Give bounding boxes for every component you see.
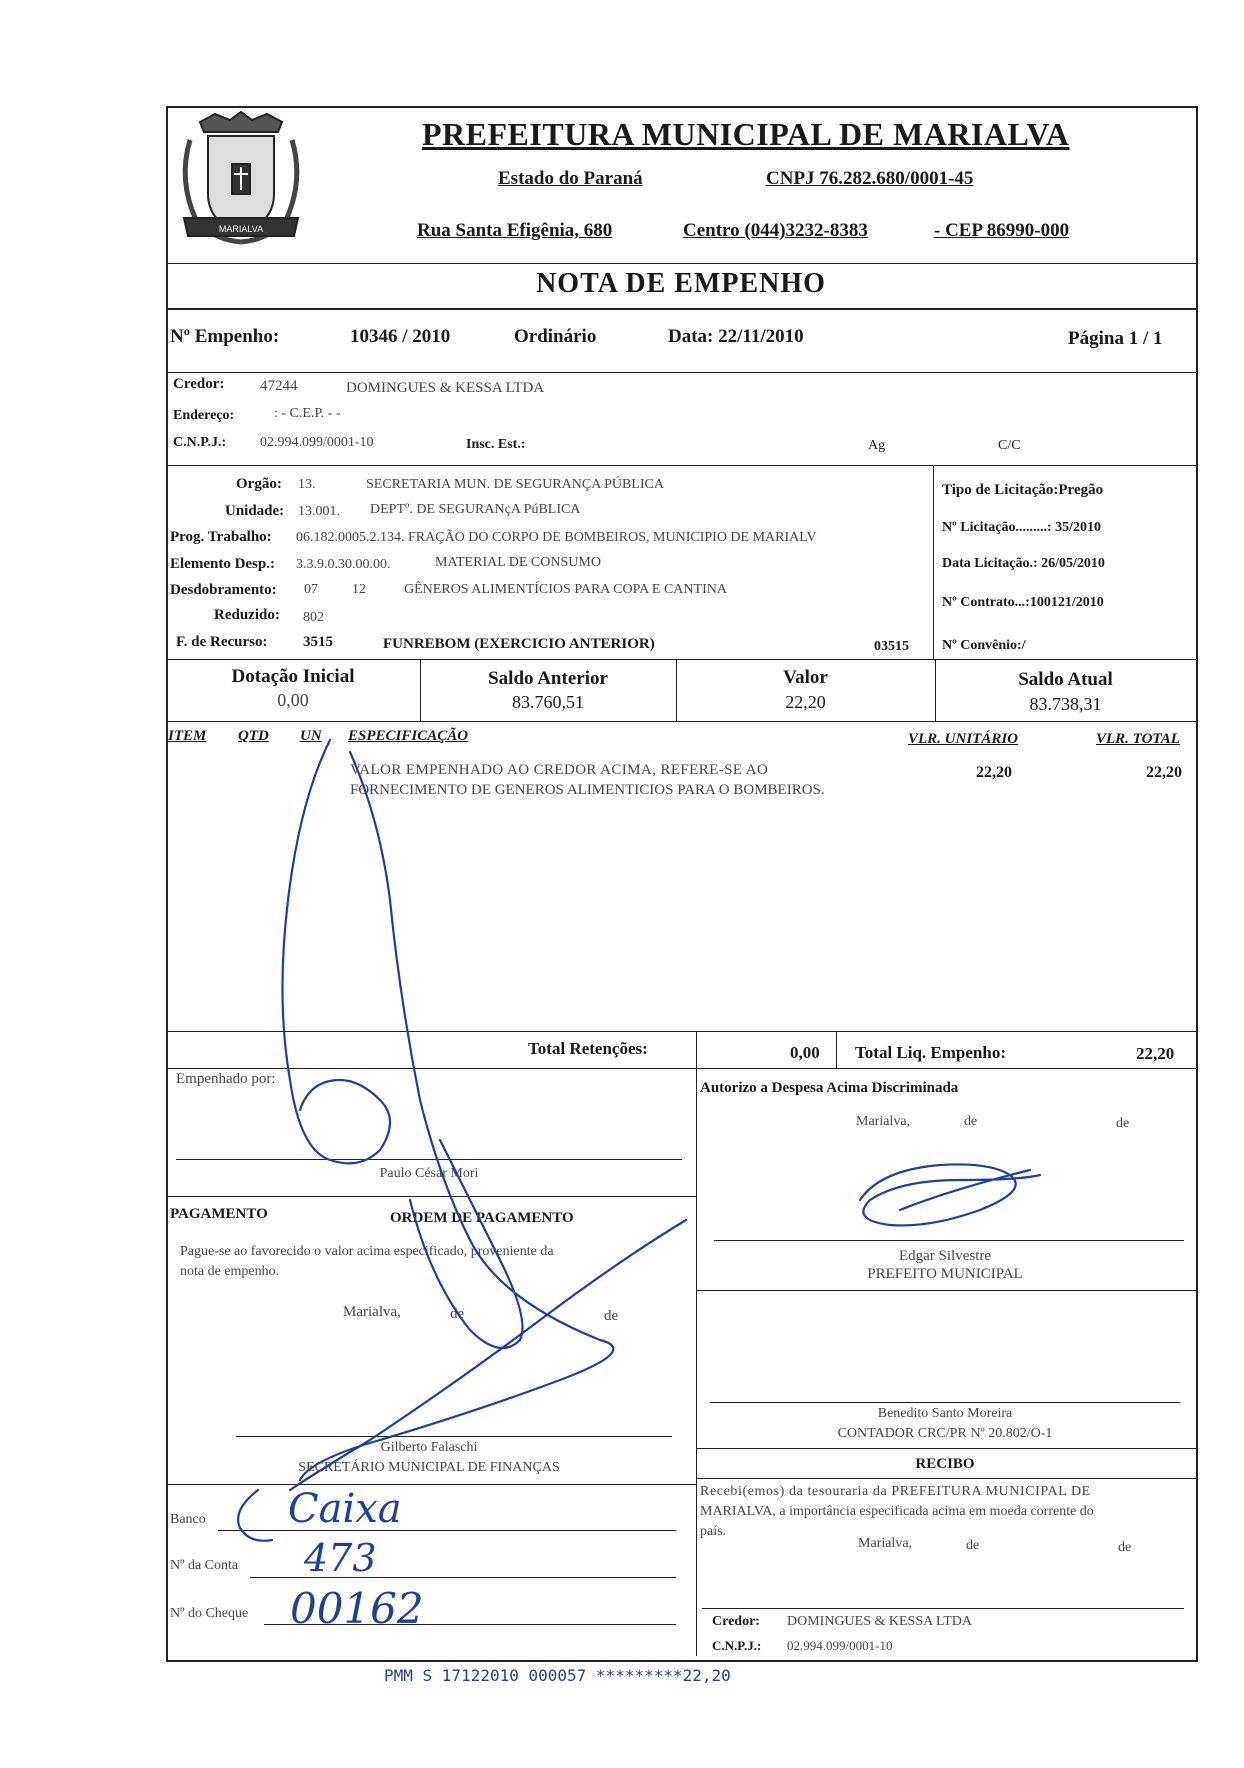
total-liq-value: 22,20 xyxy=(1136,1044,1175,1063)
divider xyxy=(696,1031,697,1656)
header-street: Rua Santa Efigênia, 680 xyxy=(417,220,613,241)
contador-title: CONTADOR CRC/PR Nº 20.802/O-1 xyxy=(837,1426,1053,1441)
total-liq-label: Total Liq. Empenho: xyxy=(855,1043,1006,1062)
page-number: Página 1 / 1 xyxy=(1068,328,1163,349)
header-cnpj: CNPJ 76.282.680/0001-45 xyxy=(766,168,974,189)
desdobramento-code1: 07 xyxy=(304,582,318,597)
header-cep: - CEP 86990-000 xyxy=(934,220,1070,241)
prog-trabalho-value: 06.182.0005.2.134. FRAÇÃO DO CORPO DE BOMBEIROS, MUNICIPIO DE MARIALV xyxy=(296,530,817,545)
col-vlr-total: VLR. TOTAL xyxy=(1096,731,1180,747)
recibo-de-2: de xyxy=(1118,1540,1132,1555)
orgao-code: 13. xyxy=(298,477,316,492)
header-title: PREFEITURA MUNICIPAL DE MARIALVA xyxy=(422,116,1070,152)
empenhado-por-name: Paulo César Mori xyxy=(379,1166,479,1181)
ag-label: Ag xyxy=(868,438,886,453)
col-un: UN xyxy=(300,728,322,744)
ordem-de-2: de xyxy=(604,1308,619,1324)
divider xyxy=(696,1448,1196,1449)
unidade-code: 13.001. xyxy=(298,504,340,519)
secretario-title: SECRETÁRIO MUNICIPAL DE FINANÇAS xyxy=(298,1460,560,1475)
reduzido-label: Reduzido: xyxy=(214,607,280,623)
saldo-anterior-label: Saldo Anterior xyxy=(488,668,608,689)
recurso-code2: 03515 xyxy=(874,639,909,654)
ordem-text-line2: nota de empenho. xyxy=(180,1264,280,1279)
saldo-anterior-value: 83.760,51 xyxy=(512,692,584,712)
item-description-line2: FORNECIMENTO DE GENEROS ALIMENTICIOS PARA O BOMBEIROS. xyxy=(350,782,825,798)
contador-name: Benedito Santo Moreira xyxy=(877,1406,1013,1421)
municipal-crest-icon xyxy=(170,110,312,256)
banco-handwritten: Caixa xyxy=(288,1486,402,1532)
item-unit-value: 22,20 xyxy=(976,764,1012,781)
autorizo-de-2: de xyxy=(1116,1116,1130,1131)
prog-trabalho-label: Prog. Trabalho: xyxy=(170,529,272,545)
col-qtd: QTD xyxy=(238,728,269,744)
desdobramento-label: Desdobramento: xyxy=(170,582,277,598)
orgao-label: Orgão: xyxy=(236,476,282,492)
dotacao-value: 0,00 xyxy=(277,690,309,710)
item-description-line1: VALOR EMPENHADO AO CREDOR ACIMA, REFERE-SE AO xyxy=(350,762,769,778)
divider xyxy=(166,372,1196,373)
divider xyxy=(166,308,1196,310)
empenho-date: Data: 22/11/2010 xyxy=(668,326,804,347)
empenhado-por-label: Empenhado por: xyxy=(176,1071,276,1087)
col-especificacao: ESPECIFICAÇÃO xyxy=(348,728,469,744)
empenho-label: Nº Empenho: xyxy=(170,326,280,347)
recibo-credor-name: DOMINGUES & KESSA LTDA xyxy=(787,1614,973,1629)
cheque-label: Nº do Cheque xyxy=(170,1606,249,1621)
ordem-de-1: de xyxy=(450,1306,465,1322)
divider xyxy=(696,1478,1196,1479)
cc-label: C/C xyxy=(998,438,1021,453)
tipo-licitacao: Tipo de Licitação:Pregão xyxy=(942,482,1104,498)
recibo-credor-label: Credor: xyxy=(712,1614,760,1629)
desdobramento-desc: GÊNEROS ALIMENTÍCIOS PARA COPA E CANTINA xyxy=(404,582,727,597)
elemento-code: 3.3.9.0.30.00.00. xyxy=(296,557,391,572)
divider xyxy=(166,1484,696,1485)
orgao-desc: SECRETARIA MUN. DE SEGURANÇA PÚBLICA xyxy=(366,477,664,492)
insc-est-label: Insc. Est.: xyxy=(466,437,526,452)
divider xyxy=(166,721,1196,722)
desdobramento-code2: 12 xyxy=(352,582,366,597)
recibo-text-line3: país. xyxy=(700,1524,727,1539)
signature-line xyxy=(710,1402,1180,1403)
divider xyxy=(166,1068,1196,1069)
document-title: NOTA DE EMPENHO xyxy=(536,268,826,299)
valor-label: Valor xyxy=(783,667,828,688)
elemento-desc: MATERIAL DE CONSUMO xyxy=(435,555,601,570)
banco-line xyxy=(218,1530,676,1531)
secretario-name: Gilberto Falaschi xyxy=(380,1440,478,1455)
total-retencoes-label: Total Retenções: xyxy=(528,1039,648,1058)
conta-handwritten: 473 xyxy=(304,1536,377,1580)
cnpj-label: C.N.P.J.: xyxy=(173,435,227,450)
recibo-text-line2: MARIALVA, a importância especificada acima em moeda corrente do xyxy=(700,1504,1094,1519)
numero-licitacao: Nº Licitação.........: 35/2010 xyxy=(942,520,1101,535)
divider xyxy=(166,659,1196,660)
footer-stamp: PMM S 17122010 000057 *********22,20 xyxy=(384,1666,731,1685)
empenho-type: Ordinário xyxy=(514,326,597,347)
ordem-text-line1: Pague-se ao favorecido o valor acima especificado, proveniente da xyxy=(180,1244,554,1259)
divider xyxy=(166,1196,696,1197)
elemento-label: Elemento Desp.: xyxy=(170,556,275,572)
credor-name: DOMINGUES & KESSA LTDA xyxy=(346,380,545,396)
credor-code: 47244 xyxy=(260,378,298,394)
recibo-place: Marialva, xyxy=(858,1536,913,1551)
header-state: Estado do Paraná xyxy=(498,168,643,189)
divider xyxy=(166,1031,1196,1032)
prefeito-name: Edgar Silvestre xyxy=(898,1248,992,1264)
saldo-atual-value: 83.738,31 xyxy=(1029,694,1102,714)
recibo-cnpj-label: C.N.P.J.: xyxy=(712,1638,762,1653)
recibo-de-1: de xyxy=(966,1538,980,1553)
valor-value: 22,20 xyxy=(785,692,826,712)
autorizo-text: Autorizo a Despesa Acima Discriminada xyxy=(700,1080,959,1096)
endereco-value: : - C.E.P. - - xyxy=(274,406,341,421)
conta-label: Nº da Conta xyxy=(170,1558,239,1573)
cheque-handwritten: 00162 xyxy=(290,1584,424,1633)
signature-line xyxy=(176,1159,682,1160)
signature-line xyxy=(702,1608,1184,1609)
prefeito-title: PREFEITO MUNICIPAL xyxy=(867,1266,1023,1282)
header-district-phone: Centro (044)3232-8383 xyxy=(683,220,868,241)
recibo-text-line1: Recebi(emos) da tesouraria da PREFEITURA MUNICIPAL DE xyxy=(700,1484,1091,1499)
dotacao-label: Dotação Inicial xyxy=(231,666,355,687)
data-licitacao: Data Licitação.: 26/05/2010 xyxy=(942,556,1105,571)
numero-contrato: Nº Contrato...:100121/2010 xyxy=(942,595,1104,610)
recurso-code: 3515 xyxy=(303,634,333,650)
banco-label: Banco xyxy=(170,1512,206,1527)
signature-line xyxy=(236,1436,672,1437)
ordem-place: Marialva, xyxy=(343,1304,401,1320)
col-vlr-unitario: VLR. UNITÁRIO xyxy=(908,731,1019,747)
signature-line xyxy=(714,1240,1184,1241)
unidade-desc: DEPTº. DE SEGURANçA PúBLICA xyxy=(370,502,581,517)
autorizo-place: Marialva, xyxy=(856,1114,911,1129)
divider xyxy=(166,465,1196,466)
empenho-number: 10346 / 2010 xyxy=(350,326,451,347)
col-item: ITEM xyxy=(168,728,207,744)
recibo-title: RECIBO xyxy=(915,1456,975,1472)
divider xyxy=(836,1031,837,1068)
total-retencoes-value: 0,00 xyxy=(790,1043,820,1062)
saldo-atual-label: Saldo Atual xyxy=(1018,669,1113,690)
numero-convenio: Nº Convênio:/ xyxy=(942,638,1026,653)
recurso-label: F. de Recurso: xyxy=(176,634,268,650)
pagamento-label: PAGAMENTO xyxy=(170,1206,268,1222)
unidade-label: Unidade: xyxy=(225,503,285,519)
crest-label: MARIALVA xyxy=(218,224,264,234)
cnpj-value: 02.994.099/0001-10 xyxy=(260,435,374,450)
ordem-pagamento-label: ORDEM DE PAGAMENTO xyxy=(390,1210,574,1226)
divider xyxy=(696,1290,1196,1291)
recibo-cnpj-value: 02.994.099/0001-10 xyxy=(787,1638,893,1653)
divider xyxy=(166,263,1196,264)
reduzido-value: 802 xyxy=(303,610,324,625)
credor-label: Credor: xyxy=(173,376,225,392)
divider xyxy=(933,465,934,659)
endereco-label: Endereço: xyxy=(173,408,235,423)
item-total-value: 22,20 xyxy=(1146,764,1182,781)
recurso-desc: FUNREBOM (EXERCICIO ANTERIOR) xyxy=(383,636,655,652)
autorizo-de-1: de xyxy=(964,1114,978,1129)
